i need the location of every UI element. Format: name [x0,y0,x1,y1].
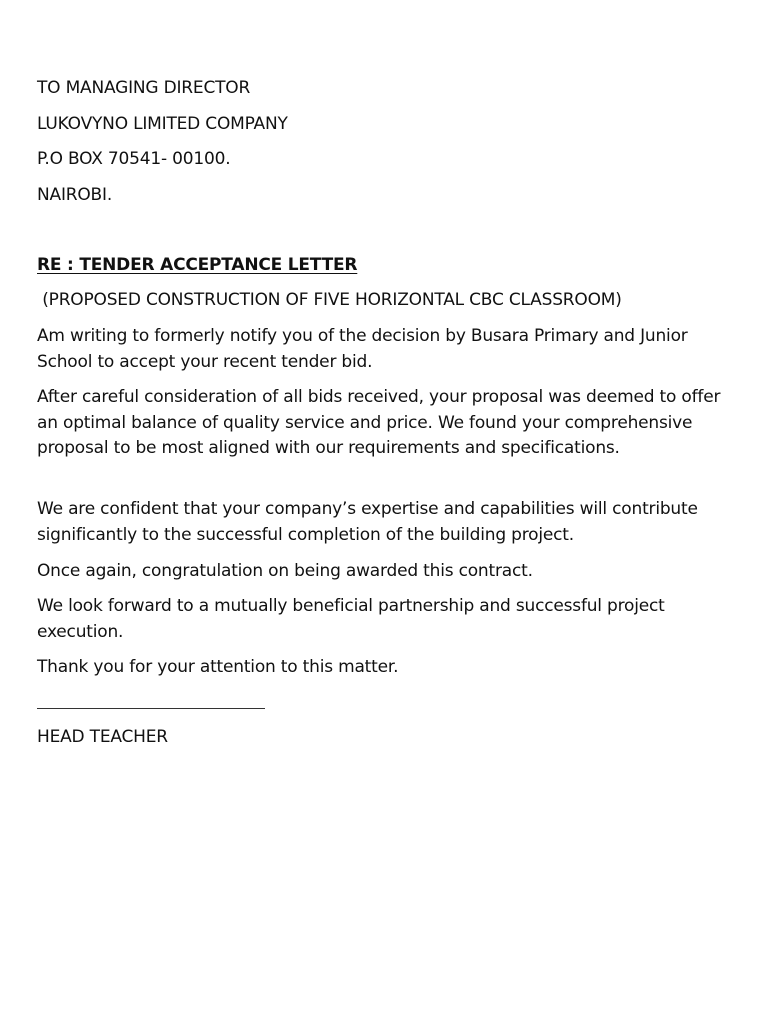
paragraph-partnership: We look forward to a mutually beneficial partnership and successful project execution. [37,596,665,642]
re-heading: RE : TENDER ACCEPTANCE LETTER [37,255,358,275]
paragraph-congratulation: Once again, congratulation on being awarded this contract. [37,561,533,581]
paragraph-confidence: We are confident that your company’s expertise and capabilities will contribute significantly to the successful completion of the building project. [37,499,698,545]
paragraph-consideration: After careful consideration of all bids received, your proposal was deemed to offer an optimal balance of quality service and price. We found your comprehensive proposal to be most aligned with our requirements and specifications. [37,387,721,458]
signature-line [37,708,265,709]
address-line-city: NAIROBI. [37,185,113,205]
address-line-recipient: TO MANAGING DIRECTOR [37,78,251,98]
address-line-po-box: P.O BOX 70541- 00100. [37,149,231,169]
paragraph-thanks: Thank you for your attention to this matter. [37,657,399,677]
paragraph-notification: Am writing to formerly notify you of the decision by Busara Primary and Junior School to accept your recent tender bid. [37,326,688,372]
signature-title: HEAD TEACHER [37,727,168,747]
address-line-company: LUKOVYNO LIMITED COMPANY [37,114,288,134]
project-subject: (PROPOSED CONSTRUCTION OF FIVE HORIZONTAL CBC CLASSROOM) [37,290,622,310]
